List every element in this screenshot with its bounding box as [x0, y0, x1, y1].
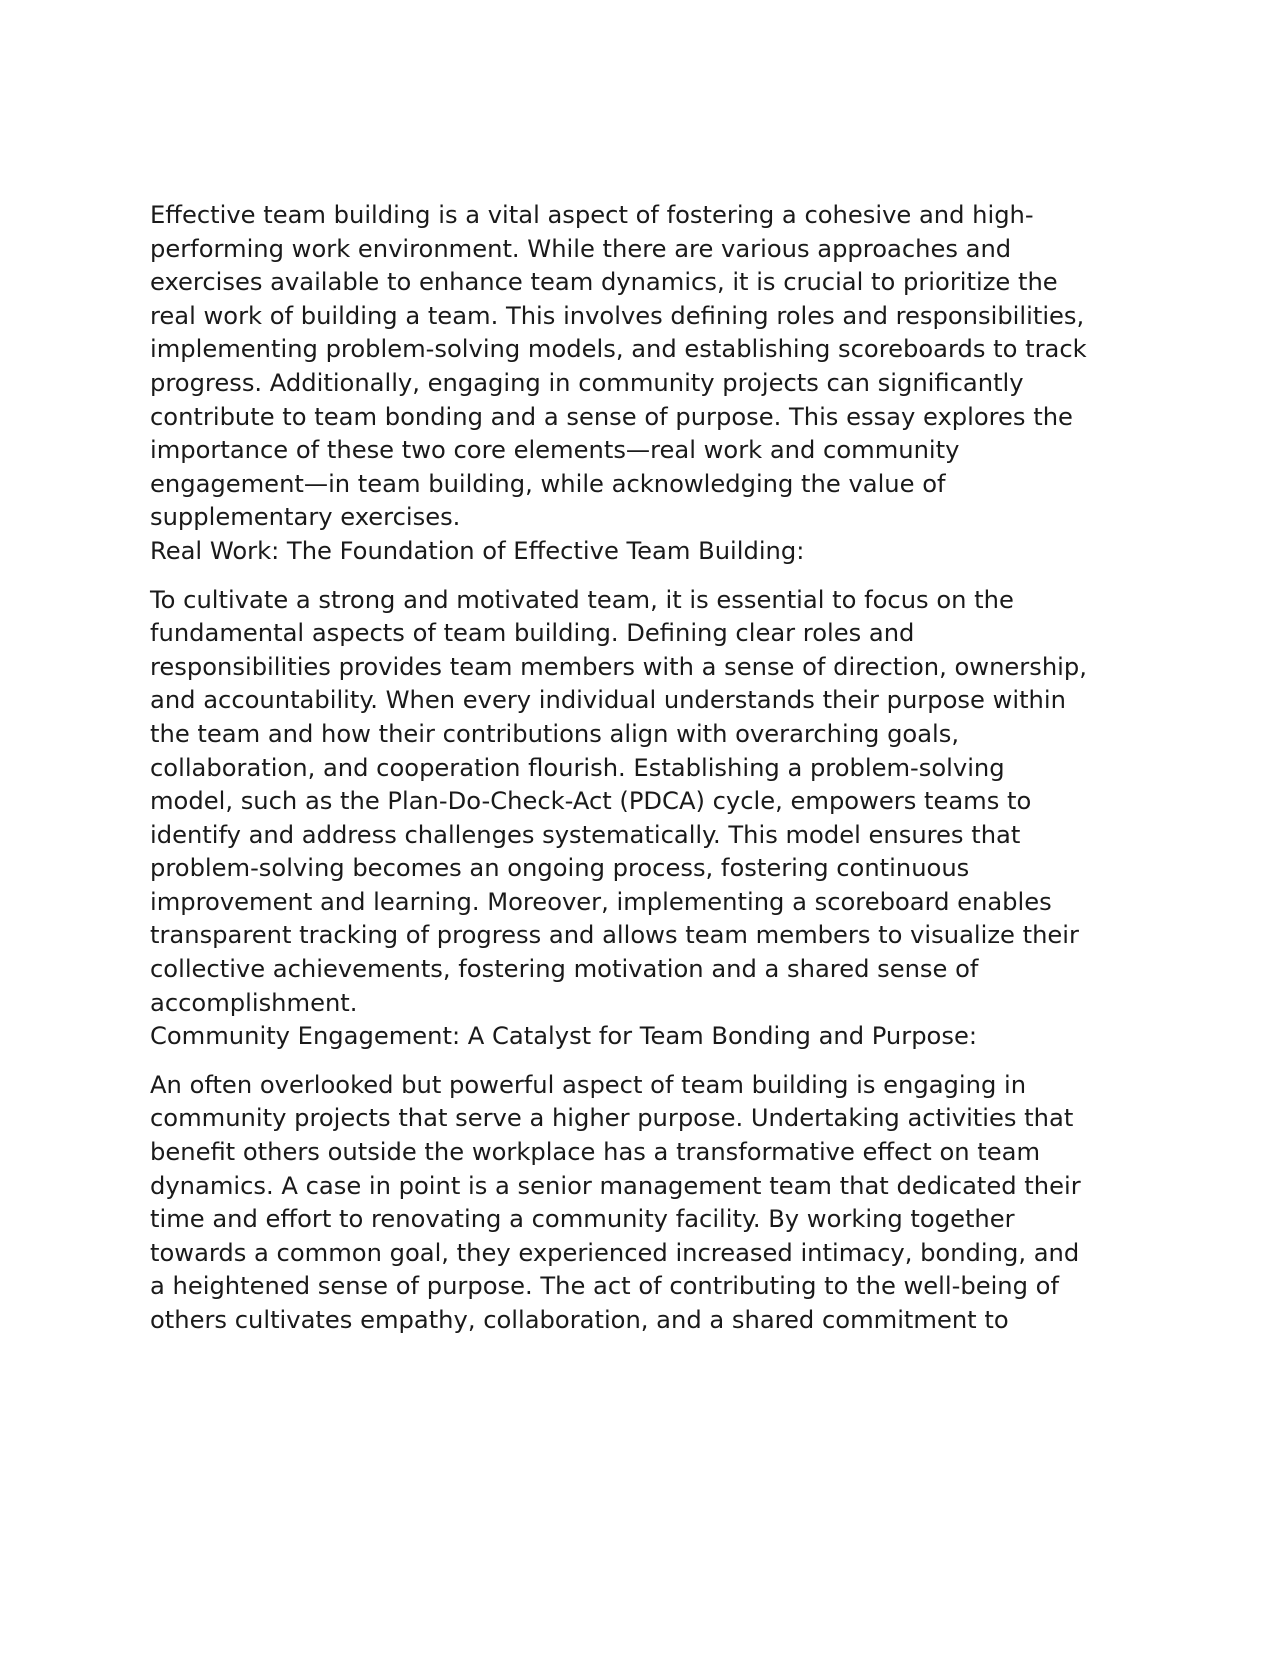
paragraph-line: An often overlooked but powerful aspect of team building is engaging in — [150, 1070, 1027, 1099]
paragraph-line: community projects that serve a higher purpose. Undertaking activities that — [150, 1104, 1074, 1133]
paragraph-line: collective achievements, fostering motivation and a shared sense of — [150, 955, 979, 984]
paragraph-line: towards a common goal, they experienced increased intimacy, bonding, and — [150, 1238, 1080, 1267]
paragraph-line: and accountability. When every individual understands their purpose within — [150, 686, 1066, 715]
section-heading-community-engagement: Community Engagement: A Catalyst for Team Bonding and Purpose: — [150, 1022, 977, 1051]
paragraph-line: improvement and learning. Moreover, implementing a scoreboard enables — [150, 887, 1052, 916]
paragraph-line: implementing problem-solving models, and establishing scoreboards to track — [150, 335, 1087, 364]
real-work-paragraph — [150, 584, 1150, 1021]
paragraph-line: others cultivates empathy, collaboration, and a shared commitment to — [150, 1306, 1009, 1334]
document-body — [150, 199, 1150, 1338]
paragraph-line: progress. Additionally, engaging in community projects can significantly — [150, 368, 1024, 397]
paragraph-line: fundamental aspects of team building. Defining clear roles and — [150, 619, 915, 648]
paragraph-line: time and effort to renovating a community facility. By working together — [150, 1205, 1015, 1234]
paragraph-line: dynamics. A case in point is a senior management team that dedicated their — [150, 1171, 1081, 1200]
paragraph-line: collaboration, and cooperation flourish. Establishing a problem-solving — [150, 753, 1005, 782]
community-engagement-paragraph — [150, 1069, 1150, 1338]
paragraph-line: supplementary exercises. — [150, 503, 461, 532]
paragraph-line: importance of these two core elements—real work and community — [150, 436, 960, 465]
paragraph-line: benefit others outside the workplace has a transformative effect on team — [150, 1138, 1041, 1167]
intro-paragraph — [150, 199, 1150, 535]
paragraph-line: real work of building a team. This involves defining roles and responsibilities, — [150, 301, 1085, 330]
section-heading-real-work: Real Work: The Foundation of Effective Team Building: — [150, 536, 805, 565]
paragraph-line: responsibilities provides team members with a sense of direction, ownership, — [150, 652, 1087, 681]
paragraph-line: To cultivate a strong and motivated team, it is essential to focus on the — [150, 585, 1014, 614]
paragraph-line: Effective team building is a vital aspect of fostering a cohesive and high- — [150, 201, 1034, 229]
paragraph-line: the team and how their contributions align with overarching goals, — [150, 719, 960, 748]
paragraph-line: transparent tracking of progress and allows team members to visualize their — [150, 921, 1079, 950]
paragraph-line: problem-solving becomes an ongoing process, fostering continuous — [150, 854, 970, 883]
paragraph-line: performing work environment. While there are various approaches and — [150, 234, 1012, 263]
paragraph-line: engagement—in team building, while acknowledging the value of — [150, 469, 946, 498]
paragraph-line: exercises available to enhance team dynamics, it is crucial to prioritize the — [150, 268, 1058, 297]
paragraph-line: contribute to team bonding and a sense of purpose. This essay explores the — [150, 402, 1073, 431]
paragraph-line: accomplishment. — [150, 988, 358, 1017]
paragraph-line: model, such as the Plan-Do-Check-Act (PDCA) cycle, empowers teams to — [150, 787, 1032, 816]
paragraph-line: a heightened sense of purpose. The act of contributing to the well-being of — [150, 1272, 1059, 1301]
paragraph-line: identify and address challenges systematically. This model ensures that — [150, 820, 1021, 849]
